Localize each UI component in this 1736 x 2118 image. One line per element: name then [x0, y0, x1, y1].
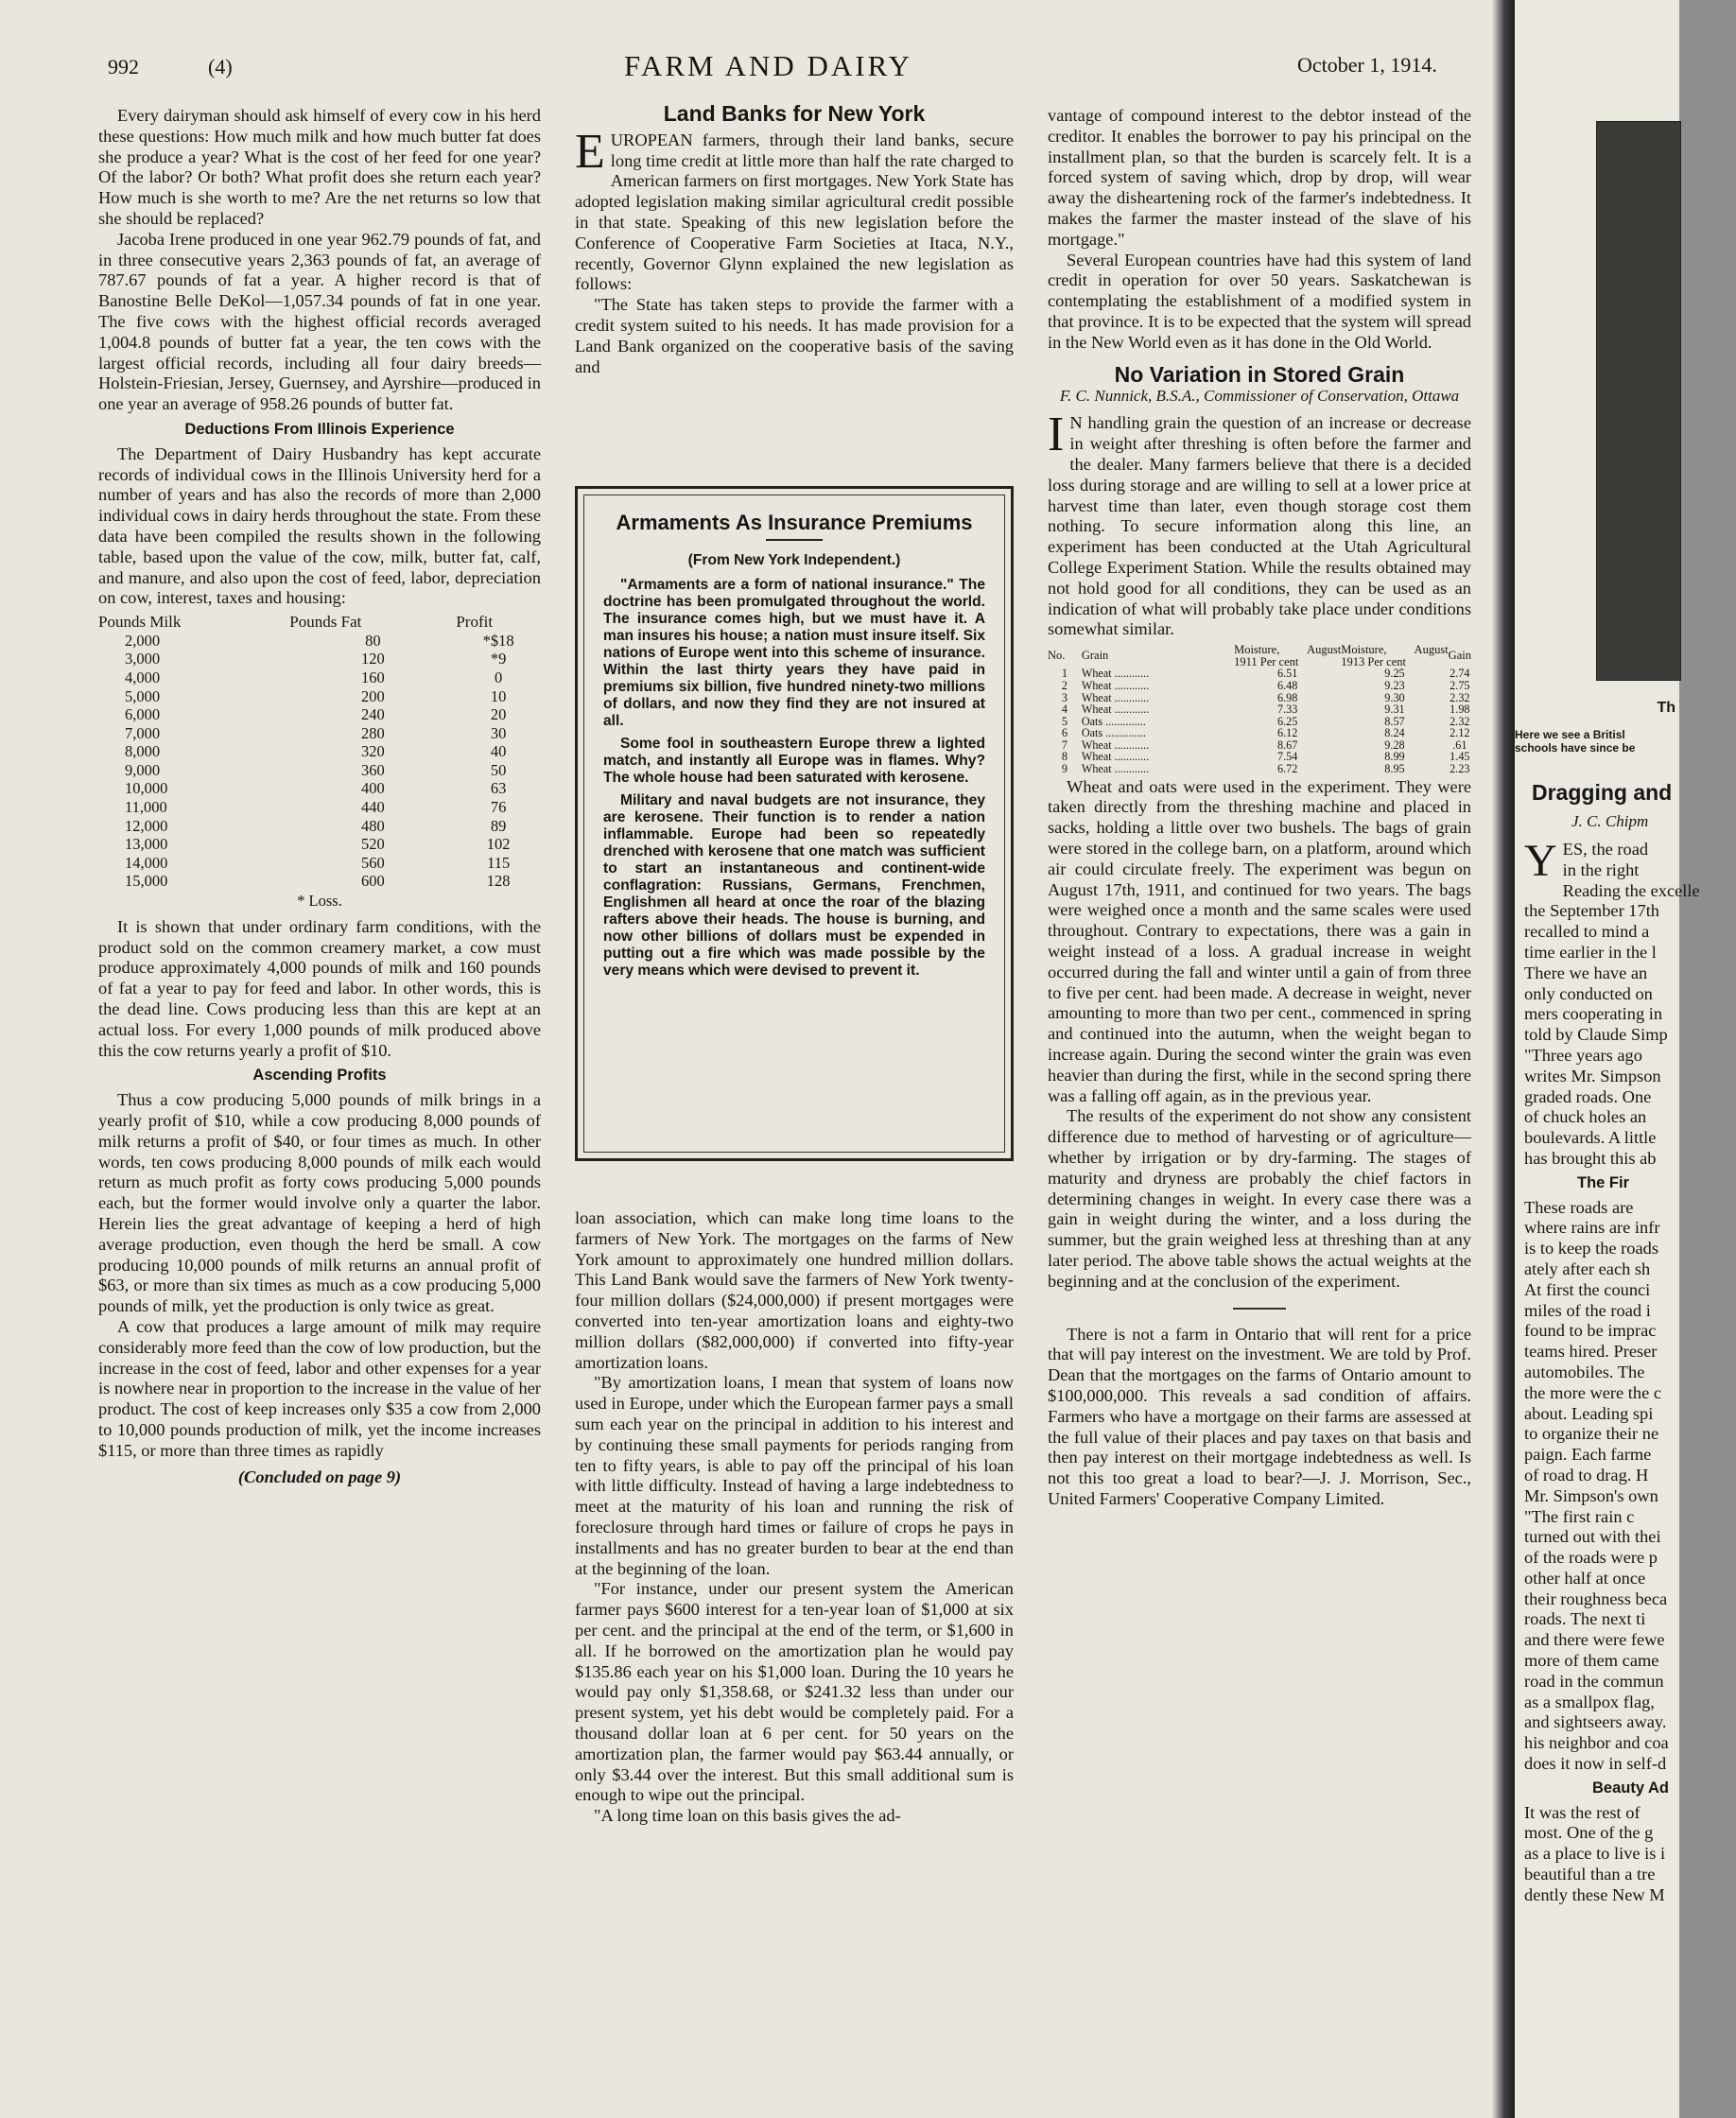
text-line: recalled to mind a	[1524, 922, 1650, 942]
table-cell: 9.23	[1384, 678, 1405, 692]
table-cell: 1.98	[1450, 703, 1470, 717]
table-cell: 6.48	[1277, 678, 1298, 692]
text-line: told by Claude Simp	[1524, 1025, 1668, 1045]
table-cell: 440	[360, 798, 385, 817]
column-3	[1048, 106, 1471, 1510]
table-cell: 560	[360, 853, 385, 872]
col-header: Moisture, August 1913 Per cent	[1341, 643, 1449, 668]
table-cell: 320	[360, 742, 385, 761]
right-article-title: Dragging and	[1532, 780, 1673, 805]
table-cell: 360	[360, 760, 385, 779]
ontario-mortgage-paragraph: There is not a farm in Ontario that will rent for a price that will pay interest on the investment. We are told by Prof. Dean that the mortgages on the farms of Ontario amount to $100,000,000. This reveals a sad condition of affairs. Farmers who have a mortgage on their farms are assessed at the full value of their places and pay taxes on that basis and then pay interest on their mortgage indebtedness as well. Is not this too great a load to bear?—J. J. Morrison, Sec., United Farmers' Cooperative Company Limited.	[1048, 1324, 1471, 1508]
text-line: There we have an	[1524, 963, 1648, 982]
table-cell: 480	[360, 816, 385, 835]
table-cell: Wheat ............	[1081, 738, 1150, 752]
table-cell: 0	[495, 668, 503, 686]
illinois-paragraph: The Department of Dairy Husbandry has kept accurate records of individual cows in the Illinois University herd for a number of years and has also the records of more than 2,000 individual cows in dairy herds throughout the state. From these data have been compiled the results shown in the following table, based upon the value of the cow, milk, butter fat, calf, and manure, and also upon the cost of feed, labor, depreciation on cow, interest, taxes and housing:	[98, 443, 541, 608]
table-cell: 520	[360, 835, 385, 854]
table-row	[98, 872, 541, 891]
text-line: dently these New M	[1524, 1884, 1665, 1904]
table-cell: Wheat ............	[1081, 690, 1150, 704]
continued-note: (Concluded on page 9)	[237, 1467, 402, 1486]
table-cell: Wheat ............	[1081, 762, 1150, 776]
land-banks-paragraph-6: "A long time loan on this basis gives the ad-	[594, 1806, 901, 1826]
table-cell: Wheat ............	[1081, 750, 1150, 764]
text-line: automobiles. The	[1524, 1362, 1645, 1381]
table-row	[98, 761, 541, 780]
table-cell: 4,000	[125, 668, 161, 686]
text-line: has brought this ab	[1524, 1148, 1657, 1168]
table-cell: 280	[360, 723, 385, 742]
table-cell: 9,000	[125, 760, 161, 779]
text-line: the more were the c	[1524, 1382, 1662, 1402]
text-line: These roads are	[1524, 1197, 1634, 1217]
table-row	[98, 687, 541, 706]
text-line: graded roads. One	[1524, 1086, 1652, 1106]
page-number: 992	[108, 55, 139, 78]
table-cell: 2.32	[1450, 690, 1470, 704]
dead-line-paragraph: It is shown that under ordinary farm conditions, with the product sold on the common creamery market, a cow must produce approximately 4,000 pounds of milk and 160 pounds of fat a year to pay for feed and labor. In other words, this is the dead line. Cows producing less than this are kept at an actual loss. For every 1,000 pounds of milk produced above this the cow returns yearly a profit of $10.	[98, 916, 541, 1060]
table-cell: 6.72	[1277, 762, 1298, 776]
table-cell: 400	[360, 779, 385, 798]
text-line: miles of the road i	[1524, 1300, 1651, 1320]
table-cell: 2.75	[1450, 678, 1470, 692]
text-line: turned out with thei	[1524, 1527, 1661, 1547]
table-cell: 89	[490, 816, 507, 835]
text-line: where rains are infr	[1524, 1218, 1660, 1238]
text-line: in the right	[1562, 859, 1640, 879]
table-cell: 40	[490, 742, 507, 761]
text-line: most. One of the g	[1524, 1823, 1654, 1843]
table-cell: 8.95	[1384, 762, 1405, 776]
table-row	[98, 705, 541, 724]
caption-line: Here we see a Britisl	[1515, 728, 1625, 741]
table-cell: 8.99	[1384, 750, 1405, 764]
text-line: of road to drag. H	[1524, 1465, 1649, 1484]
right-subhead: The Fir	[1577, 1173, 1630, 1191]
table-row	[98, 668, 541, 687]
text-line: At first the counci	[1524, 1279, 1651, 1299]
drop-cap: E	[575, 124, 605, 179]
text-line: of the roads were p	[1524, 1548, 1658, 1568]
text-line: does it now in self-d	[1524, 1754, 1667, 1774]
table-cell: 12,000	[125, 816, 168, 835]
land-banks-paragraph-3: loan association, which can make long time loans to the farmers of New York. The mortgages on the farms of New York amount to approximately one hundred million dollars. This Land Bank would save the farmers of New York twenty-four million dollars ($24,000,000) if present mortgages were converted into ten-year amortization loans and eighty-two million dollars ($82,000,000) if converted into fifty-year amortization loans.	[575, 1208, 1014, 1372]
table-row	[98, 742, 541, 761]
table-row	[1048, 703, 1471, 716]
text-line: is to keep the roads	[1524, 1239, 1658, 1259]
sidebar-paragraph: "Armaments are a form of national insurance." The doctrine has been promulgated throughout the world. The insurance comes high, but we must have it. A man insures his house; a nation must insure itself. Six nations of Europe went into this scheme of insurance. Within the last thirty years they have paid in premiums six billion, five hundred ninety-two millions of dollars, and now they find they are not insured at all.	[603, 577, 985, 729]
article-title-stored-grain: No Variation in Stored Grain	[1114, 361, 1405, 387]
table-cell: 8	[1061, 750, 1068, 764]
text-line: "Three years ago	[1524, 1045, 1642, 1065]
table-cell: 7	[1061, 738, 1068, 752]
land-banks-europe-paragraph: Several European countries have had this system of land credit in operation for over 50 years. Saskatchewan is contemplating the establishment of a modified system in that province. It is to be expected that the system will spread in the New World even as it has done in the Old World.	[1048, 250, 1471, 352]
table-cell: 3,000	[125, 650, 161, 668]
table-cell: 102	[486, 835, 511, 854]
text-line: boulevards. A little	[1524, 1128, 1657, 1148]
text-line: ES, the road	[1562, 840, 1649, 859]
sidebar-source: (From New York Independent.)	[687, 552, 901, 568]
table-cell: 63	[490, 779, 507, 798]
article-title-land-banks: Land Banks for New York	[663, 101, 926, 126]
grain-moisture-table	[1048, 644, 1471, 775]
subhead-illinois: Deductions From Illinois Experience	[184, 420, 455, 438]
column-2	[575, 101, 1014, 377]
table-row	[1048, 680, 1471, 692]
masthead: FARM AND DAIRY	[624, 49, 912, 82]
text-line: time earlier in the l	[1524, 942, 1657, 962]
table-cell: 115	[487, 853, 511, 872]
col-header: Gain	[1448, 649, 1471, 663]
text-line: roads. The next ti	[1524, 1609, 1646, 1629]
land-banks-paragraph-2: "The State has taken steps to provide the farmer with a credit system suited to his needs. It has made provision for a Land Bank organized on the cooperative basis of the saving and	[575, 295, 1014, 376]
table-row	[98, 724, 541, 743]
col-header: Pounds Fat	[289, 613, 362, 632]
grain-paragraph-1	[1048, 408, 1471, 640]
text-line: Mr. Simpson's own	[1524, 1485, 1658, 1505]
table-row	[98, 779, 541, 798]
text-line: the September 17th	[1524, 901, 1660, 921]
land-banks-continuation: vantage of compound interest to the debtor instead of the creditor. It enables the borrower to pay his principal on the installment plan, so that the burden is scarcely felt. It is a forced system of saving which, drop by drop, will wear away the disheartening rock of the farmer's indebtedness. It makes the farmer the master instead of the slave of his mortgage."	[1048, 106, 1471, 249]
table-row	[98, 798, 541, 817]
table-cell: 1	[1061, 667, 1068, 681]
table-row	[1048, 763, 1471, 775]
table-cell: 6.25	[1277, 714, 1298, 728]
col-header: Pounds Milk	[98, 613, 182, 632]
table-cell: .61	[1452, 738, 1467, 752]
drop-cap: Y	[1524, 836, 1557, 886]
jacoba-paragraph: Jacoba Irene produced in one year 962.79 pounds of fat, and in three consecutive years 2,363 pounds of fat, an average of 787.67 pounds of fat a year. A higher record is that of Banostine Belle DeKol—1,057.34 pounds of fat in one year. The five cows with the highest official records averaged 1,004.8 pounds of butter fat a year, the ten cows with the largest official records, including all four dairy breeds—Holstein-Friesian, Jersey, Guernsey, and Ayrshire—produced in one year an average of 958.26 pounds of butter fat.	[98, 229, 541, 414]
table-cell: 20	[490, 705, 507, 724]
section-number: (4)	[208, 55, 233, 78]
ascending-paragraph: Thus a cow producing 5,000 pounds of milk brings in a yearly profit of $10, while a cow producing 8,000 pounds of milk returns a profit of $40, or four times as much. In other words, ten cows producing 8,000 pounds of milk each would return as much profit as forty cows producing 5,000 pounds each, but the former would involve only a quarter the labor. Herein lies the great advantage of keeping a herd of high average production, even though the herd be small. A cow producing 10,000 pounds of milk returns an annual profit of $63, or more than six times as much as a cow producing 5,000 pounds of milk, yet the production is only twice as great.	[98, 1090, 541, 1316]
table-footnote: * Loss.	[297, 892, 342, 911]
armaments-sidebar-box	[575, 486, 1014, 1161]
table-cell: 600	[360, 872, 385, 891]
table-cell: 5,000	[125, 686, 161, 705]
table-cell: 30	[490, 723, 507, 742]
grain-paragraph-3: The results of the experiment do not show any consistent difference due to method of harvesting or of agriculture—whether by irrigation or by dry-farming. The stages of maturity and dryness are probably the chief factors in determining changes in weight. In every case there was a gain in weight during the winter, and a loss during the summer, but the grain weighed less at threshing than at any later period. The above table shows the actual weights at the beginning and at the conclusion of the experiment.	[1048, 1106, 1471, 1291]
grain-paragraph-2: Wheat and oats were used in the experiment. They were taken directly from the threshing machine and placed in sacks, holding a little over two bushels. The bags of grain were stored in the college barn, on a platform, around which air could circulate freely. The experiment was begun on August 17th, 1911, and continued for two years. The bags were weighed once a month and the same scales were used throughout. Contrary to expectations, there was a gain in weight instead of a loss. A gradual increase in weight occurred during the fall and winter until a gain of from three to five per cent. had been made. A decrease in weight, never amounting to more than two per cent., commenced in spring and continued into the autumn, when the weight began to increase again. During the second winter the grain was even heavier than during the first, while in the second spring there was a falling off again, as in the previous year.	[1048, 776, 1471, 1105]
table-cell: 76	[490, 798, 507, 817]
right-article-text	[1524, 836, 1700, 1906]
right-article-byline: J. C. Chipm	[1571, 812, 1649, 830]
table-cell: Oats ..............	[1081, 726, 1146, 740]
table-cell: 50	[490, 760, 507, 779]
col-header: Moisture, August 1911 Per cent	[1234, 643, 1342, 668]
column-1	[98, 106, 541, 1487]
table-cell: 120	[360, 650, 385, 668]
table-cell: 8.24	[1384, 726, 1405, 740]
photo-caption	[1515, 728, 1679, 755]
book-gutter	[1492, 0, 1515, 2118]
table-cell: 9.31	[1384, 703, 1405, 717]
sidebar-body	[603, 552, 985, 980]
text-line: writes Mr. Simpson	[1524, 1066, 1661, 1085]
table-cell: 160	[360, 668, 385, 686]
sidebar-paragraph: Some fool in southeastern Europe threw a lighted match, and instantly all Europe was in flames. Why? The whole house had been saturated with kerosene.	[603, 736, 985, 786]
table-cell: 11,000	[125, 798, 167, 817]
intro-paragraph: Every dairyman should ask himself of every cow in his herd these questions: How much milk and how much butter fat does she produce a year? What is the cost of her feed for one year? Of the labor? Or both? What profit does she return each year? How much is she worth to me? Are the net returns so low that she should be replaced?	[98, 106, 541, 228]
text-line: other half at once	[1524, 1568, 1646, 1588]
table-cell: 10,000	[125, 779, 168, 798]
text-line: road in the commun	[1524, 1671, 1664, 1691]
land-banks-paragraph-4: "By amortization loans, I mean that system of loans now used in Europe, under which the European farmer pays a small sum each year on the principal in addition to his interest and by continuing these small payments for periods ranging from ten to fifty years, is able to pay off the principal of his loan with little difficulty. Instead of having a large indebtedness to meet at the maturity of his loan and running the risk of foreclosure through hard times or failure of crops he pays in installments and has no greater burden to bear at the end than at the beginning of the loan.	[575, 1373, 1014, 1578]
table-cell: 6.12	[1277, 726, 1298, 740]
text-line: his neighbor and coa	[1524, 1733, 1669, 1753]
table-cell: Wheat ............	[1081, 703, 1150, 717]
text-line: mers cooperating in	[1524, 1004, 1663, 1024]
table-row	[98, 854, 541, 873]
col-header: Profit	[456, 613, 494, 632]
table-cell: 1.45	[1450, 750, 1470, 764]
text-line: Reading the excelle	[1562, 880, 1700, 900]
table-cell: 2,000	[125, 631, 161, 650]
table-cell: 8.57	[1384, 714, 1405, 728]
table-cell: 9.28	[1384, 738, 1405, 752]
text-line: and sightseers away.	[1524, 1712, 1667, 1732]
text-line: It was the rest of	[1524, 1802, 1641, 1822]
text-line: found to be imprac	[1524, 1321, 1657, 1341]
sidebar-paragraph: Military and naval budgets are not insurance, they are kerosene. Their function is to render a nation inflammable. Europe had been so repeatedly drenched with kerosene that one match was sufficient to start an instantaneous and continent-wide conflagration: Russians, Germans, Frenchmen, Englishmen all heard at once the roar of the blazing rafters above their heads. The house is burning, and now other billions of dollars must be expended in putting out a fire which was made possible by the very means which were devised to prevent it.	[603, 792, 985, 979]
table-cell: 13,000	[125, 835, 168, 854]
table-cell: 7.33	[1277, 703, 1298, 717]
table-cell: 5	[1061, 714, 1068, 728]
table-cell: 9.30	[1384, 690, 1405, 704]
table-cell: 2.23	[1450, 762, 1470, 776]
table-cell: 2	[1061, 678, 1068, 692]
table-cell: 7,000	[125, 723, 161, 742]
text-line: as a place to live is i	[1524, 1844, 1666, 1864]
text-line: as a smallpox flag,	[1524, 1692, 1655, 1711]
text-line: to organize their ne	[1524, 1424, 1659, 1444]
table-cell: 2.12	[1450, 726, 1470, 740]
table-row	[98, 632, 541, 651]
table-cell: 8,000	[125, 742, 161, 761]
text-line: of chuck holes an	[1524, 1107, 1647, 1127]
col-header: No.	[1048, 649, 1066, 663]
subhead-ascending: Ascending Profits	[252, 1067, 387, 1085]
table-row	[98, 650, 541, 668]
table-cell: Wheat ............	[1081, 678, 1150, 692]
table-cell: 4	[1061, 703, 1068, 717]
table-cell: 6,000	[125, 705, 161, 724]
table-cell: 14,000	[125, 853, 168, 872]
table-cell: 6.98	[1277, 690, 1298, 704]
text-line: teams hired. Preser	[1524, 1342, 1658, 1362]
caption-line: schools have since be	[1515, 741, 1636, 755]
table-cell: 128	[486, 872, 511, 891]
article-byline: F. C. Nunnick, B.S.A., Commissioner of Conservation, Ottawa	[1059, 387, 1460, 406]
table-cell: 15,000	[125, 872, 168, 891]
text-line: about. Leading spi	[1524, 1403, 1654, 1423]
sidebar-title: Armaments As Insurance Premiums	[616, 511, 973, 534]
col-header: Grain	[1081, 649, 1109, 663]
text-line: beautiful than a tre	[1524, 1865, 1656, 1884]
table-cell: 7.54	[1277, 750, 1298, 764]
land-banks-paragraph-1	[575, 124, 1014, 295]
table-cell: 6.51	[1277, 667, 1298, 681]
table-cell: 3	[1061, 690, 1068, 704]
column-2-continued	[575, 1208, 1014, 1827]
facing-page	[1515, 0, 1700, 2118]
issue-date: October 1, 1914.	[1297, 53, 1437, 77]
table-cell: 240	[360, 705, 385, 724]
right-subhead: Beauty Ad	[1592, 1779, 1669, 1797]
grain-text: N handling grain the question of an increase or decrease in weight after threshing is often before the farmer and the dealer. Many farmers believe that there is a decided loss during storage and are willing to sell at a lower price at harvest time than later, even though storage cost them nothing. To secure information along this line, an experiment has been conducted at the Utah Agricultural College Experiment Station. While the results obtained may not hold good for all conditions, they can be used as an indication of what will probably take place under conditions somewhat similar.	[1048, 413, 1471, 639]
table-cell: 8.67	[1277, 738, 1298, 752]
feed-cost-paragraph: A cow that produces a large amount of milk may require considerably more feed than the cow of low production, but the increase in the cost of feed, labor and other expenses for a year is nowhere near in proportion to the increase in the value of her product. The cost of keep increases only $35 a cow from 2,000 to 10,000 pounds production of milk, yet the income increases $115, or more than three times as rapidly	[98, 1316, 541, 1460]
table-cell: 9	[1061, 762, 1068, 776]
table-cell: 200	[360, 686, 385, 705]
profit-table	[98, 613, 541, 891]
table-row	[1048, 727, 1471, 739]
text-line: "The first rain c	[1524, 1506, 1635, 1526]
divider	[1233, 1308, 1286, 1310]
table-cell: 6	[1061, 726, 1068, 740]
table-cell: 2.74	[1450, 667, 1470, 681]
photograph	[1596, 121, 1681, 681]
table-cell: 9.25	[1384, 667, 1405, 681]
text-line: paign. Each farme	[1524, 1445, 1652, 1465]
table-cell: *$18	[482, 631, 514, 650]
text-line: ately after each sh	[1524, 1259, 1651, 1278]
table-cell: Wheat ............	[1081, 667, 1150, 681]
table-cell: *9	[490, 650, 507, 668]
table-row	[98, 817, 541, 836]
table-cell: 10	[490, 686, 507, 705]
drop-cap: I	[1048, 408, 1065, 462]
text-line: their roughness beca	[1524, 1588, 1668, 1608]
text-line: only conducted on	[1524, 983, 1653, 1003]
divider	[766, 539, 823, 541]
land-banks-text: UROPEAN farmers, through their land banks, secure long time credit at little more than half the rate charged to American farmers on first mortgages. New York State has adopted legislation making similar agricultural credit possible in that state. Speaking of this new legislation before the Conference of Cooperative Farm Societies at Itaca, N.Y., recently, Governor Glynn explained the new legislation as follows:	[575, 130, 1014, 294]
photo-caption-title: Th	[1657, 700, 1675, 716]
text-line: and there were fewe	[1524, 1630, 1665, 1650]
table-row	[98, 835, 541, 854]
table-cell: Oats ..............	[1081, 714, 1146, 728]
table-cell: 80	[365, 631, 381, 650]
land-banks-paragraph-5: "For instance, under our present system the American farmer pays $600 interest for a ten-year loan of $1,000 at six per cent. and the principal at the end of the term, or $1,600 in all. If he borrowed on the amortization plan he would pay $135.86 each year on his $1,000 loan. During the 10 years he would pay only $1,358.68, or $241.32 less than under our present system, yet his debt would be completely paid. For a thousand dollar loan at 6 per cent. for 50 years on the amortization plan, the farmer would pay $63.44 annually, or only $3.44 over the interest. But this small additional sum is enough to wipe out the principal.	[575, 1579, 1014, 1805]
table-cell: 2.32	[1450, 714, 1470, 728]
text-line: more of them came	[1524, 1651, 1659, 1671]
